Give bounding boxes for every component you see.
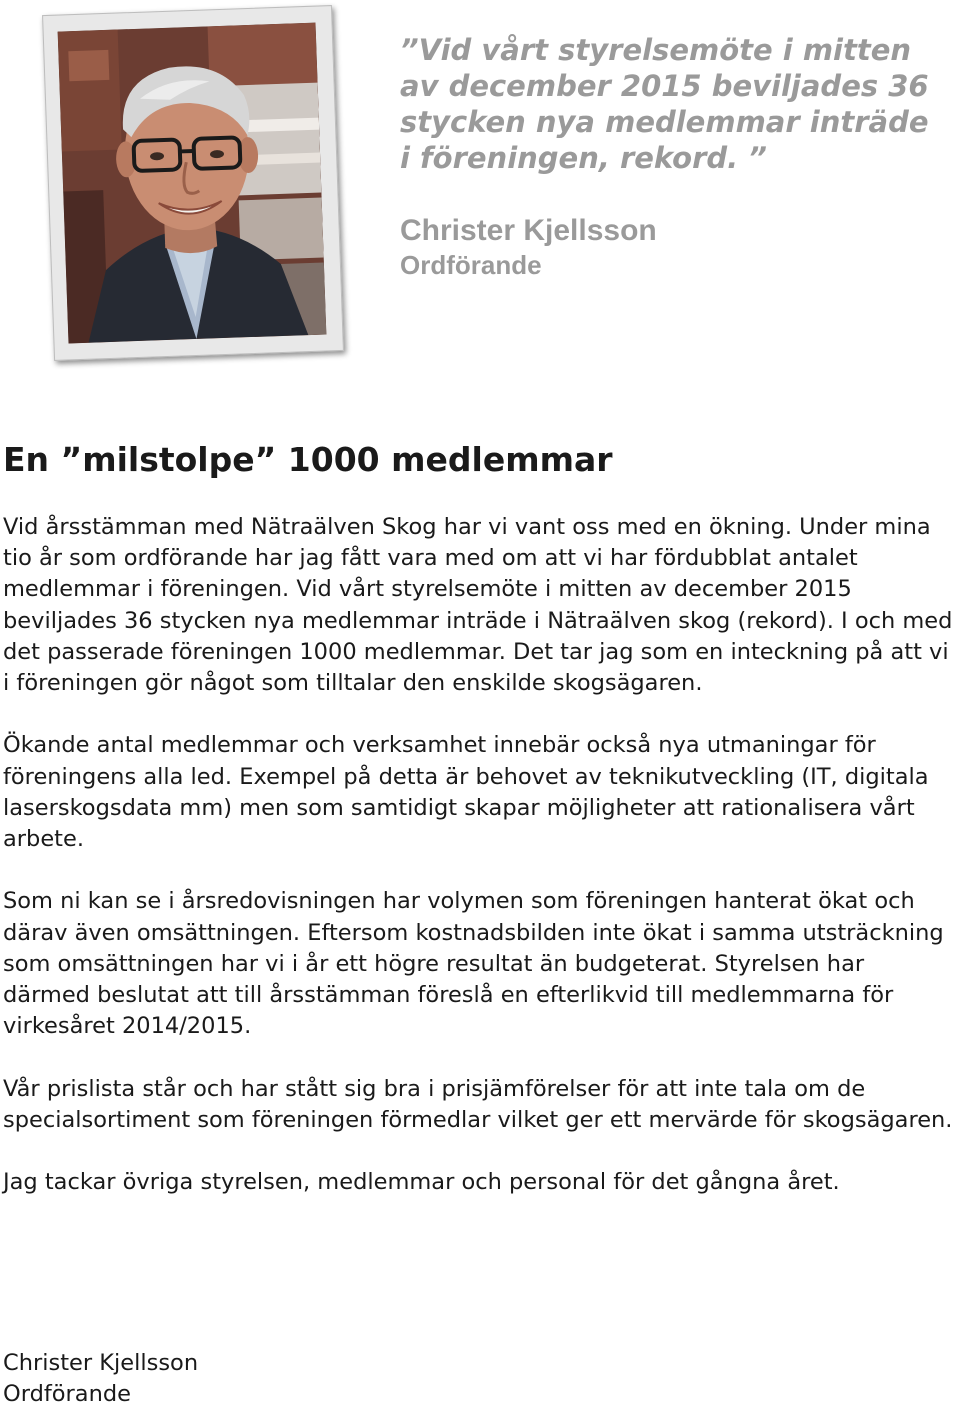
- paragraph-1: Vid årsstämman med Nätraälven Skog har vi vant oss med en ökning. Under mina tio år som ordförande har jag fått vara med om att vi har fördubblat antalet medlemmar i föreningen. Vid vårt styrelsemöte i mitten av december 2015 beviljades 36 stycken nya medlemmar inträde i Nätraälven skog (rekord). I och med det passerade föreningen 1000 medlemmar. Det tar jag som en inteckning på att vi i föreningen gör något som tilltalar den enskilde skogsägaren.: [3, 512, 958, 699]
- paragraph-5: Jag tackar övriga styrelsen, medlemmar och personal för det gångna året.: [3, 1167, 958, 1198]
- paragraph-2: Ökande antal medlemmar och verksamhet innebär också nya utmaningar för föreningens alla led. Exempel på detta är behovet av teknikutveckling (IT, digitala laserskogsdata mm) men som samtidigt skapar möjligheter att rationalisera vårt arbete.: [3, 730, 958, 855]
- signature-name: Christer Kjellsson: [3, 1348, 198, 1379]
- signature-block: [3, 1348, 198, 1410]
- paragraph-4: Vår prislista står och har stått sig bra i prisjämförelser för att inte tala om de specialsortiment som föreningen förmedlar vilket ger ett mervärde för skogsägaren.: [3, 1074, 958, 1136]
- quote-author-name: Christer Kjellsson: [400, 214, 657, 248]
- portrait-illustration: [58, 23, 327, 344]
- quote-author-role: Ordförande: [400, 250, 542, 280]
- paragraph-3: Som ni kan se i årsredovisningen har volymen som föreningen hanterat ökat och därav även omsättningen. Eftersom kostnadsbilden inte ökat i samma utsträckning som omsättningen har vi i år ett högre resultat än budgeterat. Styrelsen har därmed beslutat att till årsstämman föreslå en efterlikvid till medlemmarna för virkesåret 2014/2015.: [3, 886, 958, 1042]
- pull-quote: ”Vid vårt styrelsemöte i mitten av december 2015 beviljades 36 stycken nya medlemmar inträde i föreningen, rekord. ”: [400, 32, 940, 176]
- portrait-photo-frame: [42, 5, 344, 361]
- portrait-photo: [58, 23, 327, 344]
- article-body: [3, 512, 958, 1230]
- signature-role: Ordförande: [3, 1379, 198, 1410]
- article-heading: En ”milstolpe” 1000 medlemmar: [3, 438, 613, 482]
